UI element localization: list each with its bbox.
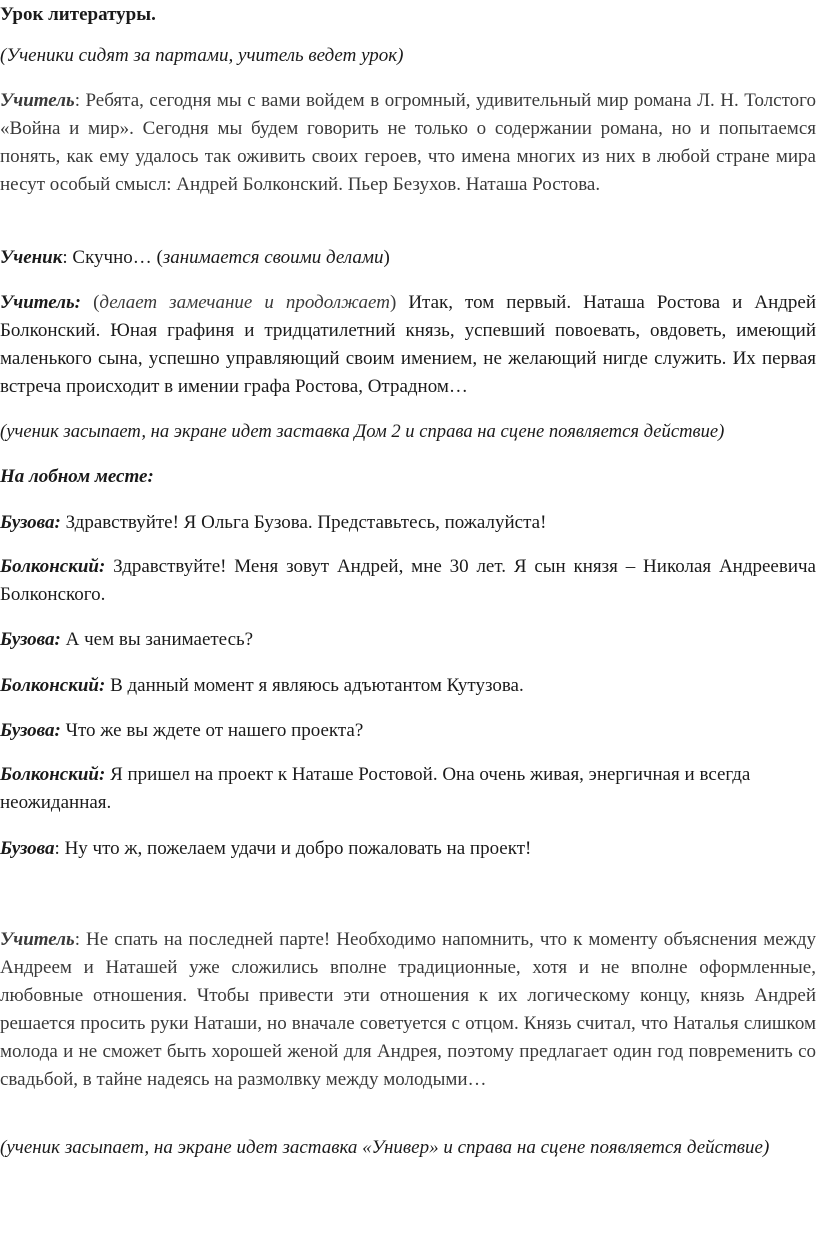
line-text: : Ну что ж, пожелаем удачи и добро пожаловать на проект! [54, 838, 532, 859]
paragraph-text: Итак, том первый. Наташа Ростова и Андрей Болконский. Юная графиня и тридцатилетний князь, успевший повоевать, овдоветь, имеющий маленького сына, успешно управляющий своим имением, не желающий нигде служить. Их первая встреча происходит в имении графа Ростова, Отрадном… [0, 292, 816, 397]
dialogue-line [0, 717, 816, 745]
speaker-label: Болконский: [0, 764, 106, 785]
speaker-label: Бузова: [0, 629, 61, 650]
student-line [0, 244, 816, 272]
paragraph-text: : Не спать на последней парте! Необходимо напомнить, что к моменту объяснения между Андреем и Наташей уже сложились вполне традиционные, хотя и не вполне оформленные, любовные отношения. Чтобы привести эти отношения к их логическому концу, князь Андрей решается просить руки Наташи, но вначале советуется с отцом. Князь считал, что Наталья слишком молода и не сможет быть хорошей женой для Андрея, поэтому предлагает один год повременить со свадьбой, в тайне надеясь на размолвку между молодыми… [0, 929, 816, 1090]
dialogue-line [0, 553, 816, 609]
speaker-label: Учитель: [0, 292, 82, 313]
stage-direction-univer: (ученик засыпает, на экране идет заставка «Универ» и справа на сцене появляется действие) [0, 1137, 770, 1158]
paren-open: ( [81, 292, 100, 313]
paren-close: ) [389, 292, 397, 313]
speaker-label: Ученик [0, 247, 63, 268]
line-text: : Скучно… ( [62, 247, 163, 268]
line-text-end: ) [383, 247, 390, 268]
speaker-label: Болконский: [0, 556, 106, 577]
teacher-paragraph-3 [0, 926, 816, 1094]
line-text: В данный момент я являюсь адъютантом Кутузова. [105, 675, 524, 696]
line-text: Что же вы ждете от нашего проекта? [60, 720, 364, 741]
scene-heading: На лобном месте: [0, 466, 154, 487]
line-text: Здравствуйте! Я Ольга Бузова. Представьтесь, пожалуйста! [60, 512, 547, 533]
dialogue-line [0, 761, 816, 817]
action-text: занимается своими делами [162, 247, 384, 268]
dialogue-line [0, 626, 816, 654]
speaker-label: Учитель [0, 929, 75, 950]
speaker-label: Бузова: [0, 512, 61, 533]
dialogue-line [0, 835, 816, 863]
speaker-label: Бузова: [0, 720, 61, 741]
paragraph-text: : Ребята, сегодня мы с вами войдем в огромный, удивительный мир романа Л. Н. Толстого «Война и мир». Сегодня мы будем говорить не только о содержании романа, но и попытаемся понять, как ему удалось так оживить своих героев, что имена многих из них в любой стране мира несут особый смысл: Андрей Болконский. Пьер Безухов. Наташа Ростова. [0, 90, 816, 195]
speaker-label: Учитель [0, 90, 75, 111]
teacher-paragraph-1 [0, 87, 816, 199]
dialogue-line [0, 672, 816, 700]
stage-direction-intro: (Ученики сидят за партами, учитель ведет урок) [0, 45, 404, 66]
line-text: Я пришел на проект к Наташе Ростовой. Она очень живая, энергичная и всегда неожиданная. [0, 764, 751, 813]
dialogue-line [0, 509, 816, 537]
line-text: Здравствуйте! Меня зовут Андрей, мне 30 лет. Я сын князя – Николая Андреевича Болконского. [0, 556, 816, 605]
teacher-paragraph-2 [0, 289, 816, 401]
speaker-label: Болконский: [0, 675, 106, 696]
speaker-label: Бузова [0, 838, 55, 859]
action-text: делает замечание и продолжает [99, 292, 390, 313]
stage-direction-dom2: (ученик засыпает, на экране идет заставка Дом 2 и справа на сцене появляется действие) [0, 421, 725, 442]
lesson-title: Урок литературы. [0, 4, 156, 25]
line-text: А чем вы занимаетесь? [60, 629, 254, 650]
